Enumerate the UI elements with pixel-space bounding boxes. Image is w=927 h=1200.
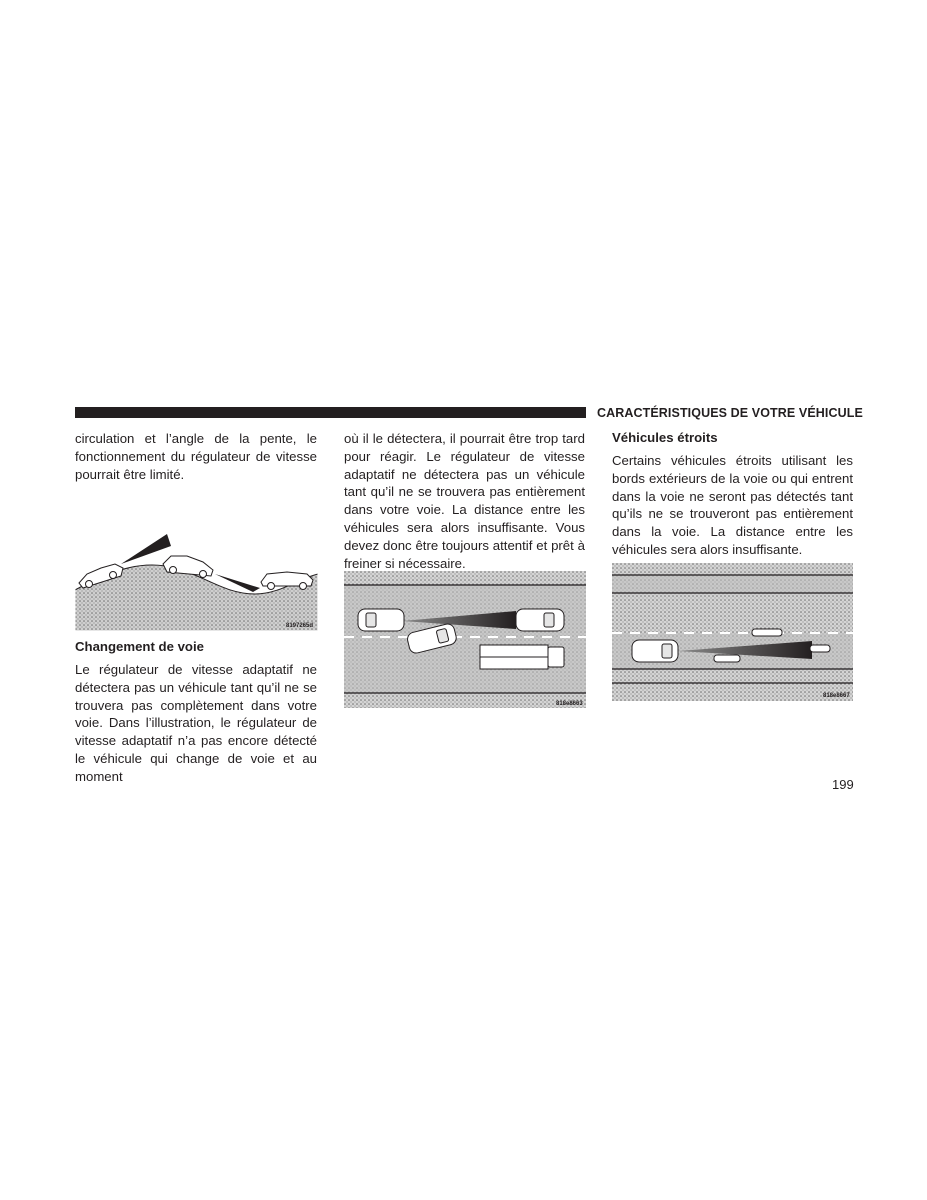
- column-1-text-bottom: [75, 638, 317, 786]
- heading-narrow-vehicles: Véhicules étroits: [612, 430, 718, 445]
- paragraph: Le régulateur de vitesse adaptatif ne détectera pas un véhicule tant qu’il ne se trouvera pas complètement dans votre voie. Dans l’illustration, le régulateur de vitesse adaptatif n’a pas encore détecté le véhicule qui change de voie et au moment: [75, 662, 317, 784]
- column-1-text-top: [75, 430, 317, 483]
- hill-slope-illustration: [75, 528, 318, 631]
- narrow-vehicles-illustration: [612, 563, 853, 701]
- column-2-text: [344, 430, 585, 572]
- figure-code: 818e8667: [823, 693, 850, 699]
- header-rule: [75, 407, 586, 418]
- column-3-text: [612, 429, 853, 559]
- paragraph: Certains véhicules étroits utilisant les bords extérieurs de la voie ou qui entrent dans la voie ne seront pas détectés tant qu’ils ne se trouveront pas entièrement dans la voie. La distance entre les véhicules sera alors insuffisante.: [612, 453, 853, 557]
- figure-code: 8197265d: [286, 623, 314, 629]
- paragraph: circulation et l’angle de la pente, le fonctionnement du régulateur de vitesse pourrait être limité.: [75, 431, 317, 482]
- lane-change-illustration: [344, 571, 586, 708]
- paragraph: où il le détectera, il pourrait être trop tard pour réagir. Le régulateur de vitesse adaptatif ne détectera pas un véhicule tant qu’il ne se trouvera pas entièrement dans votre voie. La distance entre les véhicules sera alors insuffisante. Vous devez donc être toujours attentif et prêt à freiner si nécessaire.: [344, 431, 585, 571]
- heading-lane-change: Changement de voie: [75, 639, 204, 654]
- figure-code: 818e8663: [556, 701, 583, 707]
- section-title: CARACTÉRISTIQUES DE VOTRE VÉHICULE: [597, 406, 863, 420]
- page-number: 199: [832, 777, 854, 792]
